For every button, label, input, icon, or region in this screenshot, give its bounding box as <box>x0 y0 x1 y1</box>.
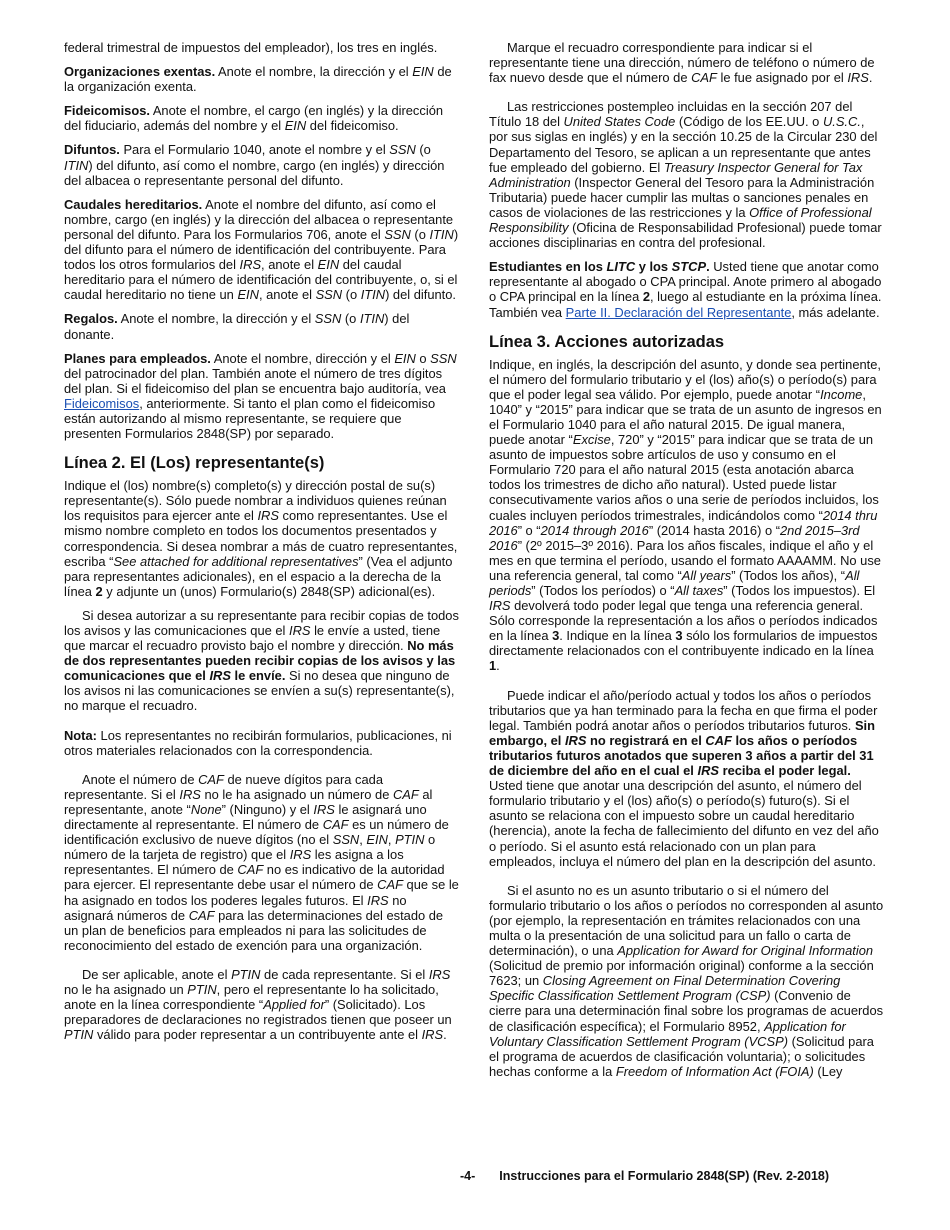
text-run: LITC <box>606 259 636 275</box>
paragraph-estudiantes <box>489 259 884 319</box>
text-run: IRS <box>313 801 335 817</box>
text-run: no asignará números de <box>64 892 407 923</box>
text-run: IRS <box>209 668 231 684</box>
text-run: , 1040” y “2015” para indicar que se trata de un asunto de ingresos en el Formulario 1040 para el año natural 2015. De igual manera, puede anotar “ <box>489 386 882 448</box>
text-run: , 720” y “2015” para indicar que se trata de un asunto de impuestos sobre artículos de uso y consumo en el Formulario 720 para el año natural 2015 (esta anotación abarca todos los trimestres de dicho año natural). Usted puede listar consecutivamente varios años o una serie de períodos incluidos, los cuales incluyen períodos trimestrales, indicándolos como “ <box>489 432 879 523</box>
text-run: sólo los formularios de impuestos directamente relacionados con el contribuyente indicado en la línea <box>489 628 878 659</box>
text-run: , <box>387 832 396 848</box>
text-run: (o <box>342 287 361 303</box>
text-run: 3 <box>675 628 683 644</box>
text-run: , más adelante. <box>791 304 880 320</box>
text-run: Anote el nombre, el cargo (en inglés) y la dirección del fiduciario, además del nombre y el <box>64 103 444 134</box>
text-run: CAF <box>198 771 224 787</box>
page-footer <box>460 1169 829 1183</box>
text-run: Si no desea que ninguno de los avisos ni las comunicaciones se envíen a su(s) representante(s), no marque el recuadro. <box>64 668 455 714</box>
text-run: (Solicitud de premio por información original) conforme a la sección 7623; un <box>489 958 874 989</box>
text-run: CAF <box>691 70 717 86</box>
text-run: . <box>706 259 710 275</box>
text-run: Regalos. <box>64 311 118 327</box>
text-run: Anote el nombre, la dirección y el <box>215 64 413 80</box>
text-run: Freedom of Information Act (FOIA) <box>615 1063 814 1079</box>
paragraph-restricciones-postempleo <box>489 99 884 250</box>
paragraph-nota <box>64 728 459 758</box>
text-run: no registrará en el <box>586 732 706 748</box>
text-run: Application for Award for Original Information <box>617 943 874 959</box>
text-run: que se le ha asignado en todos los poderes legales futuros. El <box>64 877 459 908</box>
paragraph-caudales-hereditarios <box>64 197 459 303</box>
text-run: y adjunte un (unos) Formulario(s) 2848(SP) adicional(es). <box>102 583 436 599</box>
text-run: 2nd 2015–3rd 2016 <box>489 522 860 553</box>
text-run: IRS <box>428 966 451 982</box>
text-run: EIN <box>412 64 434 80</box>
left-column <box>64 40 459 1051</box>
text-run: IRS <box>697 763 719 779</box>
text-run: le envíe. <box>230 668 286 684</box>
text-run: devolverá todo poder legal que tenga una referencia general. Sólo corresponde la representación a los años o períodos indicados en la línea <box>489 598 878 644</box>
text-run: ” (2014 hasta 2016) o “ <box>648 522 780 538</box>
text-run: IRS <box>257 508 279 524</box>
text-run: SSN <box>389 142 416 158</box>
paragraph-ptin <box>64 967 459 1042</box>
text-run: Anote el nombre, dirección y el <box>210 350 395 366</box>
text-run: All periods <box>489 567 860 598</box>
text-run: como representantes. Use el mismo nombre completo en todos los documentos presentados y correspondencia. Si desea nombrar a más de cuatro representantes, escriba “ <box>64 508 458 569</box>
text-run: , anteriormente. Si tanto el plan como el fideicomiso están autorizando al mismo representante, se requiere que presenten Formularios 2848(SP) por separado. <box>64 395 436 442</box>
text-run: United States Code <box>563 114 676 130</box>
text-run: EIN <box>366 832 388 848</box>
text-run: EIN <box>317 257 340 273</box>
text-run: o <box>415 350 431 366</box>
text-run: SSN <box>315 287 343 303</box>
text-run: de nueve dígitos para cada representante. Si el <box>64 771 383 802</box>
text-run: no le ha asignado un número de <box>200 786 393 802</box>
text-run: IRS <box>289 847 312 863</box>
text-run: None <box>190 801 222 817</box>
text-run: Fideicomisos. <box>64 103 150 119</box>
text-run: Puede indicar el año/período actual y todos los años o períodos tributarios que ya han terminado para la fecha en que firma el poder legal. También podrá anotar años o períodos tributarios futuros. <box>489 687 878 733</box>
text-run: IRS <box>179 786 201 802</box>
text-run: SSN <box>314 311 342 327</box>
text-run: Los representantes no recibirán formularios, publicaciones, ni otros materiales relacionados con la correspondencia. <box>64 727 452 758</box>
text-run: All years <box>681 567 732 583</box>
paragraph-organizaciones-exentas <box>64 64 459 94</box>
text-run: ” (Todos los impuestos). El <box>723 583 876 598</box>
text-run: PTIN <box>187 981 217 997</box>
paragraph-planes-para-empleados <box>64 351 459 442</box>
text-run: o número de la tarjeta de registro) que el <box>64 832 436 863</box>
text-run: IRS <box>847 70 869 86</box>
text-run: Applied for <box>263 997 325 1013</box>
paragraph-representantes <box>64 478 459 599</box>
text-run: Las restricciones postempleo incluidas en la sección 207 del Título 18 del <box>489 99 853 130</box>
text-run: no es indicativo de la autoridad para ejercer. El representante debe usar el número de <box>64 862 445 893</box>
text-run: ” (Ninguno) y el <box>221 801 314 817</box>
paragraph-copias-avisos <box>64 608 459 714</box>
text-run: CAF <box>322 817 349 833</box>
text-run: Marque el recuadro correspondiente para indicar si el representante tiene una dirección, número de teléfono o número de fax nuevo desde que el número de <box>489 40 875 86</box>
text-run: Nota: <box>64 727 97 743</box>
paragraph-continuation <box>64 40 459 55</box>
text-run: , anote el <box>261 257 318 273</box>
paragraph-regalos <box>64 311 459 341</box>
text-run: ” (Todos los períodos) o “ <box>531 583 675 598</box>
text-run: les asigna a los representantes. El número de <box>64 847 404 878</box>
text-run: Estudiantes en los <box>489 259 607 275</box>
text-run: y los <box>635 259 672 275</box>
text-run: Usted tiene que anotar una descripción del asunto, el número del formulario tributario y el (los) año(s) o período(s) futuro(s). Si el asunto se relaciona con el impuesto sobre un caudal hereditario (herencia), anote la fecha de fallecimiento del difunto en vez del año o período. Si el asunto está relacionado con un plan para empleados, incluya el número del plan en la descripción del asunto. <box>489 778 879 869</box>
text-run: . <box>443 1027 447 1043</box>
text-run: Indique el (los) nombre(s) completo(s) y dirección postal de su(s) representante(s). Sólo puede nombrar a individuos quienes reúnan los requisitos para ejercer ante el <box>64 478 447 524</box>
text-run: ITIN <box>360 287 386 303</box>
text-run: ” (Vea el adjunto para representantes adicionales), en el espacio a la derecha de la línea <box>64 553 453 599</box>
text-run: EIN <box>284 118 307 134</box>
heading-linea-2: Línea 2. El (Los) representante(s) <box>64 454 325 473</box>
text-run: CAF <box>188 907 215 923</box>
text-run: EIN <box>394 350 416 366</box>
text-run: PTIN <box>395 832 425 848</box>
text-run: le fue asignado por el <box>716 70 848 86</box>
text-run: All taxes <box>674 583 724 598</box>
text-run: (Oficina de Responsabilidad Profesional) puede tomar acciones disciplinarias en contra del profesional. <box>489 220 882 251</box>
paragraph-asunto-no-tributario <box>489 883 884 1079</box>
text-run: Sin embargo, el <box>489 717 875 748</box>
text-run: ITIN <box>64 157 89 173</box>
text-run: IRS <box>367 892 389 908</box>
right-column <box>489 40 884 1088</box>
text-run: IRS <box>489 598 511 614</box>
text-run: ITIN <box>359 311 385 327</box>
text-run: CAF <box>705 732 732 748</box>
text-run: federal trimestral de impuestos del empleador), los tres en inglés. <box>64 40 438 55</box>
text-run: ) del difunto, así como el nombre, cargo (en inglés) y dirección del albacea o representante personal del difunto. <box>64 157 445 188</box>
text-run: IRS <box>564 732 587 748</box>
paragraph-marque-recuadro <box>489 40 884 85</box>
paragraph-numero-caf <box>64 772 459 953</box>
page-number: -4- <box>460 1169 476 1183</box>
text-run: reciba el poder legal. <box>718 763 851 779</box>
paragraph-periodos-futuros <box>489 688 884 869</box>
parte-ii-link[interactable]: Parte II. Declaración del Representante <box>565 304 792 320</box>
paragraph-descripcion-asunto <box>489 357 884 674</box>
text-run: PTIN <box>231 966 261 982</box>
text-run: Closing Agreement on Final Determination Covering Specific Classification Settlement Program (CSP) <box>489 973 841 1004</box>
text-run: 2 <box>95 583 103 599</box>
text-run: Si el asunto no es un asunto tributario o si el número del formulario tributario o los años o períodos no corresponden al asunto (por ejemplo, la representación en trámites relacionados con una multa o la presentación de una solicitud para un fallo o carta de determinación), o una <box>489 882 884 959</box>
text-run: Usted tiene que anotar como representante al abogado o CPA principal. Anote primero al abogado o CPA principal en la línea <box>489 259 882 305</box>
text-run: Anote el número de <box>82 771 199 787</box>
text-run: (o <box>410 226 430 242</box>
text-run: Treasury Inspector General for Tax Administration <box>489 159 863 190</box>
text-run: para las determinaciones del estado de un plan de beneficios para empleados ni para las solicitudes de reconocimiento del estado de exención para una organización. <box>64 907 444 953</box>
text-run: See attached for additional representatives <box>113 553 359 569</box>
text-run: IRS <box>421 1027 444 1043</box>
text-run: (Inspector General del Tesoro para la Administración Tributaria) puede hacer cumplir las multas o sanciones penales en casos de violaciones de las restricciones y la <box>489 174 875 220</box>
text-run: Para el Formulario 1040, anote el nombre y el <box>119 142 390 158</box>
text-run: al representante, anote “ <box>64 786 433 817</box>
text-run: Si desea autorizar a su representante para recibir copias de todos los avisos y las comunicaciones que el <box>64 607 459 638</box>
text-run: 1 <box>489 658 497 674</box>
text-run: 2014 through 2016 <box>540 522 649 538</box>
text-run: de cada representante. Si el <box>260 966 429 982</box>
text-run: (o <box>341 311 360 327</box>
text-run: ” (Todos los años), “ <box>731 567 846 583</box>
text-run: Anote el nombre del difunto, así como el nombre, cargo (en inglés) y la dirección del albacea o representante personal del difunto. Para los Formularios 706, anote el <box>64 196 454 242</box>
text-run: De ser aplicable, anote el <box>82 966 232 982</box>
text-run: 2014 thru 2016 <box>489 507 878 538</box>
text-run: Income <box>820 386 863 402</box>
text-run: , pero el representante lo ha solicitado, anote en la línea correspondiente “ <box>64 981 439 1013</box>
footer-title: Instrucciones para el Formulario 2848(SP) (Rev. 2-2018) <box>499 1169 830 1183</box>
text-run: del fideicomiso. <box>306 118 399 134</box>
text-run: (o <box>415 142 431 158</box>
fideicomisos-link[interactable]: Fideicomisos <box>64 395 140 411</box>
text-run: . <box>496 658 500 674</box>
text-run: STCP <box>671 259 707 275</box>
text-run: de la organización exenta. <box>64 64 452 95</box>
text-run: le asignará uno directamente al representante. El número de <box>64 801 427 833</box>
text-run: IRS <box>288 623 311 638</box>
text-run: Excise <box>572 432 611 448</box>
text-run: ” (Solicitado). Los preparadores de declaraciones no registrados tienen que poseer un <box>64 997 452 1028</box>
text-run: ” (2º 2015–3º 2016). Para los años fiscales, indique el año y el mes en que termina el período, usando el formato AAAAMM. No use una referencia general, tal como “ <box>489 537 881 583</box>
text-run: SSN <box>332 832 360 848</box>
text-run: (Código de los EE.UU. o <box>675 114 823 130</box>
text-run: CAF <box>237 862 264 878</box>
text-run: Organizaciones exentas. <box>64 64 216 80</box>
text-run: SSN <box>430 350 457 366</box>
text-run: CAF <box>377 877 403 893</box>
text-run: 2 <box>642 289 650 305</box>
text-run: PTIN <box>64 1027 94 1043</box>
text-run: Office of Professional Responsibility <box>489 204 872 236</box>
text-run: del patrocinador del plan. También anote el número de tres dígitos del plan. Si el fideicomiso del plan se encuentra bajo auditoría, vea <box>64 365 446 396</box>
paragraph-difuntos <box>64 142 459 187</box>
text-run: U.S.C. <box>822 114 861 130</box>
text-run: Difuntos. <box>64 142 120 158</box>
text-run: Caudales hereditarios. <box>64 196 203 212</box>
text-run: es un número de identificación exclusivo de nueve dígitos (no el <box>64 817 449 848</box>
text-run: ITIN <box>429 226 454 242</box>
text-run: (Convenio de cierre para una determinación final sobre los programas de acuerdos de clasificación específica); el Formulario 8952, <box>489 988 884 1034</box>
text-run: Anote el nombre, la dirección y el <box>117 311 315 327</box>
text-run: ) del donante. <box>64 311 410 342</box>
text-run: , luego al estudiante en la próxima línea. También vea <box>489 289 882 320</box>
text-run: No más de dos representantes pueden recibir copias de los avisos y las comunicaciones que el <box>64 638 456 684</box>
text-run: Planes para empleados. <box>64 350 211 366</box>
text-run: ) del difunto para el número de identificación del contribuyente. Para todos los otros formularios del <box>64 226 459 273</box>
text-run: EIN <box>237 287 259 303</box>
text-run: , por sus siglas en inglés) y en la sección 10.25 de la Circular 230 del Departamento del Tesoro, se aplican a un representante que antes fue empleado del gobierno. El <box>489 114 878 175</box>
text-run: Indique, en inglés, la descripción del asunto, y donde sea pertinente, el número del formulario tributario y el (los) año(s) o período(s) para que el poder legal sea válido. Por ejemplo, puede anotar “ <box>489 356 882 402</box>
heading-linea-3: Línea 3. Acciones autorizadas <box>489 332 725 351</box>
text-run: , anote el <box>258 287 316 303</box>
text-run: (Ley <box>813 1063 843 1079</box>
text-run: los años o períodos tributarios futuros anotados que superen 3 años a partir del 31 de diciembre del año en el cual el <box>489 732 874 779</box>
text-run: ” o “ <box>517 522 541 538</box>
text-run: Application for Voluntary Classification Settlement Program (VCSP) <box>489 1018 846 1049</box>
text-run: no le ha asignado un <box>64 981 188 997</box>
text-run: . Indique en la línea <box>559 628 676 644</box>
text-run: , <box>359 832 367 848</box>
text-run: válido para poder representar a un contribuyente ante el <box>93 1027 422 1043</box>
text-run: (Solicitud para el programa de acuerdos de clasificación voluntaria); o solicitudes hechas conforme a la <box>489 1033 874 1079</box>
text-run: . <box>868 70 873 86</box>
text-run: le envíe a usted, tiene que marcar el recuadro provisto bajo el nombre y dirección. <box>64 623 441 654</box>
text-run: SSN <box>384 226 411 242</box>
text-run: del caudal hereditario para el número de identificación del contribuyente, o, si el caudal hereditario no tiene un <box>64 257 458 303</box>
paragraph-fideicomisos <box>64 103 459 133</box>
text-run: 3 <box>552 628 560 644</box>
text-run: IRS <box>239 257 262 273</box>
text-run: CAF <box>392 786 419 802</box>
text-run: ) del difunto. <box>385 287 457 303</box>
